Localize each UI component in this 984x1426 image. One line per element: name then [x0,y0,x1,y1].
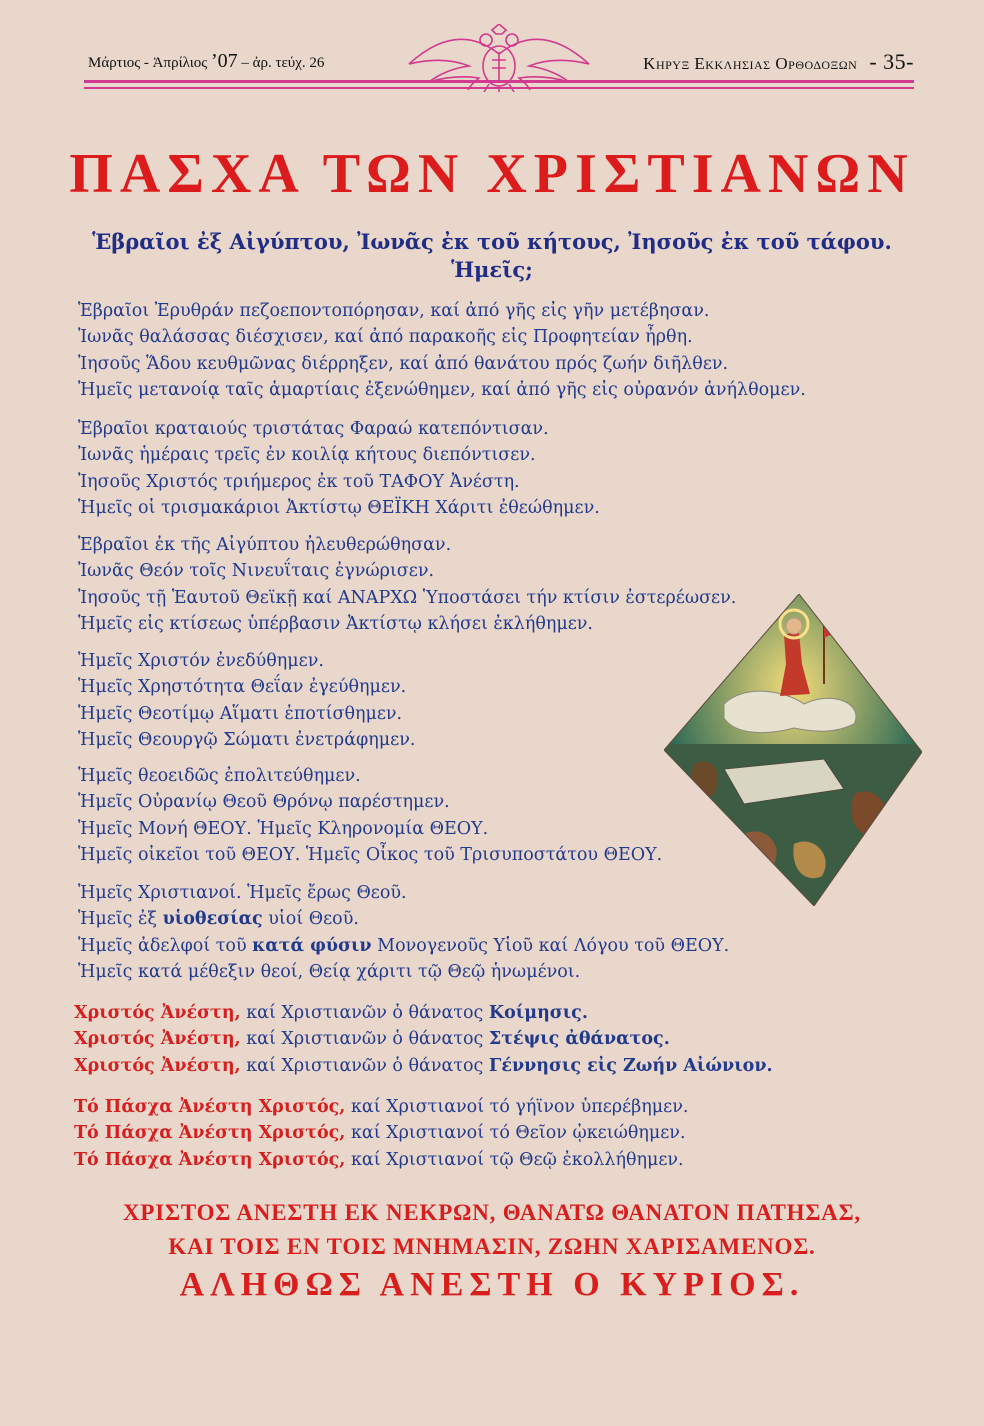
verse-line: Ἰωνᾶς θαλάσσας διέσχισεν, καί ἀπό παρακοῆς εἰς Προφητείαν ἦρθη. [78,327,693,348]
verse-text: καί Χριστιανοί τό γήϊνον ὑπερέβημεν. [345,1097,689,1117]
verse-line [74,1053,834,1079]
verse-line: Ἰωνᾶς Θεόν τοῖς Νινευΐταις ἐγνώρισεν. [78,561,435,582]
verse-line: Ἡμεῖς οἱ τρισμακάριοι Ἀκτίστῳ ΘΕΪΚΗ Χάριτι ἐθεώθημεν. [78,497,600,518]
resurrection-icon [664,594,922,906]
verse-line: Ἡμεῖς κατά μέθεξιν θεοί, Θείᾳ χάριτι τῷ Θεῷ ἡνωμένοι. [78,961,581,982]
verse-line [74,1147,834,1173]
verse-line: Ἰωνᾶς ἡμέραις τρεῖς ἐν κοιλίᾳ κήτους διεπόντισεν. [78,445,536,466]
magazine-name: Κηρυξ Εκκλησιας Ορθοδοξων [643,54,858,73]
verse-emphasis: κατά φύσιν [252,935,372,956]
page-title: ΠΑΣΧΑ ΤΩΝ ΧΡΙΣΤΙΑΝΩΝ [69,143,915,205]
stanza-7 [74,1000,834,1079]
verse-text: καί Χριστιανῶν ὁ θάνατος [240,1055,489,1076]
subtitle-line: Ἑβραῖοι ἐξ Αἰγύπτου, Ἰωνᾶς ἐκ τοῦ κήτους, Ἰησοῦς ἐκ τοῦ τάφου. [92,229,892,254]
verse-line: Ἰησοῦς Ἅδου κευθμῶνας διέρρηξεν, καί ἀπό θανάτου πρός ζωήν διῆλθεν. [78,353,729,374]
subtitle [60,228,924,284]
verse-emphasis: Στέψις ἀθάνατος. [488,1029,670,1050]
verse-red: Χριστός Ἀνέστη, [74,1055,241,1076]
issue-number: – ἀρ. τεύχ. 26 [237,55,325,71]
verse-emphasis: Κοίμησις. [488,1003,588,1023]
verse-text: υἱοί Θεοῦ. [262,909,359,930]
verse-line [78,906,838,932]
verse-line: Ἡμεῖς Θεοτίμῳ Αἵματι ἐποτίσθημεν. [78,703,403,724]
closing-line-3: ΑΛΗΘΩΣ ΑΝΕΣΤΗ Ο ΚΥΡΙΟΣ. [179,1266,805,1303]
verse-line [74,1026,834,1052]
page-number: - 35- [869,49,914,74]
verse-line: Ἡμεῖς Χριστιανοί. Ἡμεῖς ἔρως Θεοῦ. [78,883,407,903]
verse-line: Ἡμεῖς Μονή ΘΕΟΥ. Ἡμεῖς Κληρονομία ΘΕΟΥ. [78,818,489,839]
closing-line-2: ΚΑΙ ΤΟΙΣ ΕΝ ΤΟΙΣ ΜΝΗΜΑΣΙΝ, ΖΩΗΝ ΧΑΡΙΣΑΜΕΝΟΣ. [168,1234,816,1259]
verse-line: Ἡμεῖς Χρηστότητα Θεΐαν ἐγεύθημεν. [78,677,407,698]
verse-line [78,933,838,959]
verse-line: Ἡμεῖς Χριστόν ἐνεδύθημεν. [78,651,324,671]
verse-text: καί Χριστιανοί τό Θεῖον ᾠκειώθημεν. [345,1123,686,1144]
page-header [84,44,914,94]
verse-text: Ἡμεῖς ἐξ [78,909,163,930]
verse-line: Ἡμεῖς μετανοίᾳ ταῖς ἁμαρτίαις ἐξενώθημεν, καί ἀπό γῆς εἰς οὐρανόν ἀνήλθομεν. [78,379,806,400]
verse-line: Ἰησοῦς Χριστός τριήμερος ἐκ τοῦ ΤΑΦΟΥ Ἀνέστη. [78,471,520,492]
subtitle-line: Ἡμεῖς; [451,257,533,282]
verse-text: καί Χριστιανῶν ὁ θάνατος [240,1029,489,1050]
verse-red: Τό Πάσχα Ἀνέστη Χριστός, [74,1097,346,1117]
header-rule-bottom [84,87,914,89]
issue-months: Μάρτιος - Ἀπρίλιος [88,55,211,71]
verse-line: Ἑβραῖοι κραταιούς τριστάτας Φαραώ κατεπόντισαν. [78,419,549,439]
verse-line: Ἡμεῖς οἰκεῖοι τοῦ ΘΕΟΥ. Ἡμεῖς Οἶκος τοῦ Τρισυποστάτου ΘΕΟΥ. [78,844,663,865]
verse-line: Ἑβραῖοι Ἐρυθράν πεζοεποντοπόρησαν, καί ἀπό γῆς εἰς γῆν μετέβησαν. [78,301,710,321]
issue-year: ’07 [210,50,238,72]
verse-emphasis: υἱοθεσίας [162,909,263,930]
header-rule-top [84,80,914,83]
verse-line [74,1094,834,1120]
stanza-1 [78,298,838,403]
verse-red: Τό Πάσχα Ἀνέστη Χριστός, [74,1123,346,1144]
verse-line [74,1000,834,1026]
verse-emphasis: Γέννησις εἰς Ζωήν Αἰώνιον. [488,1055,773,1076]
verse-line: Ἡμεῖς Οὐρανίῳ Θεοῦ Θρόνῳ παρέστημεν. [78,792,450,813]
verse-line: Ἡμεῖς θεοειδῶς ἐπολιτεύθημεν. [78,766,361,786]
verse-text: Ἡμεῖς ἀδελφοί τοῦ [78,935,253,956]
magazine-title [643,49,914,75]
verse-line: Ἰησοῦς τῇ Ἑαυτοῦ Θεϊκῇ καί ΑΝΑΡΧΩ Ὑποστάσει τήν κτίσιν ἐστερέωσεν. [78,587,737,608]
verse-text: καί Χριστιανῶν ὁ θάνατος [240,1003,489,1023]
verse-line: Ἡμεῖς εἰς κτίσεως ὑπέρβασιν Ἀκτίστῳ κλήσει ἐκλήθημεν. [78,613,593,634]
issue-info [88,50,324,73]
verse-line: Ἑβραῖοι ἐκ τῆς Αἰγύπτου ἠλευθερώθησαν. [78,535,452,555]
stanza-8 [74,1094,834,1173]
verse-line [74,1120,834,1146]
verse-text: Μονογενοῦς Υἱοῦ καί Λόγου τοῦ ΘΕΟΥ. [371,935,730,956]
verse-text: καί Χριστιανοί τῷ Θεῷ ἐκολλήθημεν. [345,1149,684,1170]
closing-line-1: ΧΡΙΣΤΟΣ ΑΝΕΣΤΗ ΕΚ ΝΕΚΡΩΝ, ΘΑΝΑΤΩ ΘΑΝΑΤΟΝ ΠΑΤΗΣΑΣ, [123,1200,861,1225]
verse-red: Τό Πάσχα Ἀνέστη Χριστός, [74,1149,346,1170]
verse-red: Χριστός Ἀνέστη, [74,1029,241,1050]
stanza-2 [78,416,838,521]
verse-red: Χριστός Ἀνέστη, [74,1003,241,1023]
verse-line: Ἡμεῖς Θεουργῷ Σώματι ἐνετράφημεν. [78,729,416,750]
